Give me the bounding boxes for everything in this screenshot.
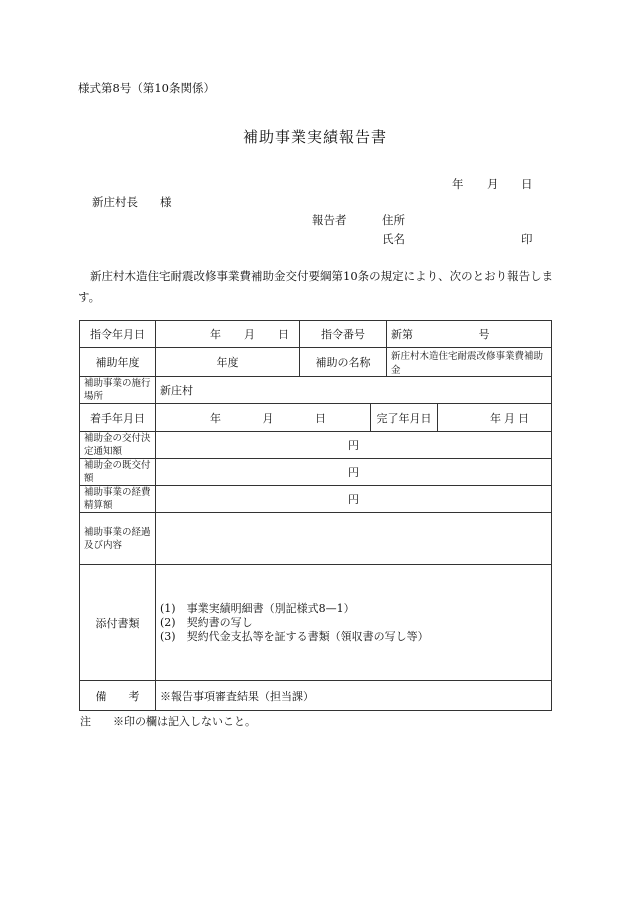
reporter-label: 報告者 bbox=[312, 213, 347, 227]
attachment-item: (1) 事業実績明細書（別記様式8—1） bbox=[160, 601, 355, 615]
directive-month: 月 bbox=[244, 328, 255, 341]
remarks-label: 備 考 bbox=[80, 681, 156, 711]
table-row bbox=[80, 459, 552, 486]
table-row bbox=[80, 681, 552, 711]
decision-amount-unit: 円 bbox=[156, 432, 552, 459]
start-date-label: 着手年月日 bbox=[80, 404, 156, 432]
completion-date-label: 完了年月日 bbox=[371, 404, 438, 431]
directive-date-value bbox=[156, 321, 300, 348]
attachment-item: (3) 契約代金支払等を証する書類（領収書の写し等） bbox=[160, 629, 429, 643]
start-day: 日 bbox=[315, 411, 326, 425]
date-month-label: 月 bbox=[487, 177, 499, 191]
addressee-name: 新庄村長 bbox=[92, 195, 138, 209]
date-year-label: 年 bbox=[452, 177, 464, 191]
start-date-value bbox=[156, 404, 371, 432]
form-number: 様式第8号（第10条関係） bbox=[78, 81, 215, 95]
directive-number-suffix: 号 bbox=[478, 328, 490, 341]
directive-year: 年 bbox=[210, 328, 221, 341]
table-row bbox=[80, 486, 552, 513]
execution-place-label: 補助事業の施行場所 bbox=[80, 377, 156, 404]
subsidy-year-value: 年度 bbox=[156, 348, 300, 377]
completion-date-cell bbox=[371, 404, 552, 432]
execution-place-value: 新庄村 bbox=[156, 377, 552, 404]
completion-month: 月 bbox=[504, 411, 515, 425]
progress-content-label: 補助事業の経過及び内容 bbox=[80, 513, 156, 565]
subsidy-name-label: 補助の名称 bbox=[300, 348, 387, 377]
settled-expense-label: 補助事業の経費精算額 bbox=[80, 486, 156, 513]
report-body-text: 新庄村木造住宅耐震改修事業費補助金交付要綱第10条の規定により、次のとおり報告します。 bbox=[78, 269, 554, 304]
start-year: 年 bbox=[210, 411, 221, 425]
report-table bbox=[79, 320, 552, 711]
table-row bbox=[80, 565, 552, 681]
address-label: 住所 bbox=[382, 213, 405, 227]
table-row bbox=[80, 432, 552, 459]
name-label: 氏名 bbox=[382, 232, 405, 246]
paid-amount-label: 補助金の既交付額 bbox=[80, 459, 156, 486]
completion-year: 年 bbox=[490, 411, 501, 425]
table-row bbox=[80, 348, 552, 377]
table-row bbox=[80, 513, 552, 565]
document-title: 補助事業実績報告書 bbox=[242, 128, 387, 146]
completion-day: 日 bbox=[518, 411, 529, 425]
attachment-item: (2) 契約書の写し bbox=[160, 615, 253, 629]
table-row bbox=[80, 404, 552, 432]
directive-number-label: 指令番号 bbox=[300, 321, 387, 348]
table-row bbox=[80, 321, 552, 348]
seal-mark: 印 bbox=[521, 232, 533, 246]
decision-amount-label: 補助金の交付決定通知額 bbox=[80, 432, 156, 459]
subsidy-name-value: 新庄村木造住宅耐震改修事業費補助金 bbox=[387, 348, 552, 377]
footnote: 注 ※印の欄は記入しないこと。 bbox=[80, 715, 256, 728]
completion-date-value bbox=[438, 404, 551, 431]
directive-number-value bbox=[387, 321, 552, 348]
table-row bbox=[80, 377, 552, 404]
settled-expense-unit: 円 bbox=[156, 486, 552, 513]
directive-number-prefix: 新第 bbox=[391, 328, 413, 341]
addressee-honorific: 様 bbox=[160, 195, 172, 209]
attachments-list bbox=[156, 565, 552, 681]
start-month: 月 bbox=[262, 411, 274, 425]
paid-amount-unit: 円 bbox=[156, 459, 552, 486]
remarks-value: ※報告事項審査結果（担当課） bbox=[156, 681, 552, 711]
directive-day: 日 bbox=[278, 328, 289, 341]
subsidy-year-label: 補助年度 bbox=[80, 348, 156, 377]
progress-content-value bbox=[156, 513, 552, 565]
directive-date-label: 指令年月日 bbox=[80, 321, 156, 348]
date-day-label: 日 bbox=[521, 177, 533, 191]
attachments-label: 添付書類 bbox=[80, 565, 156, 681]
